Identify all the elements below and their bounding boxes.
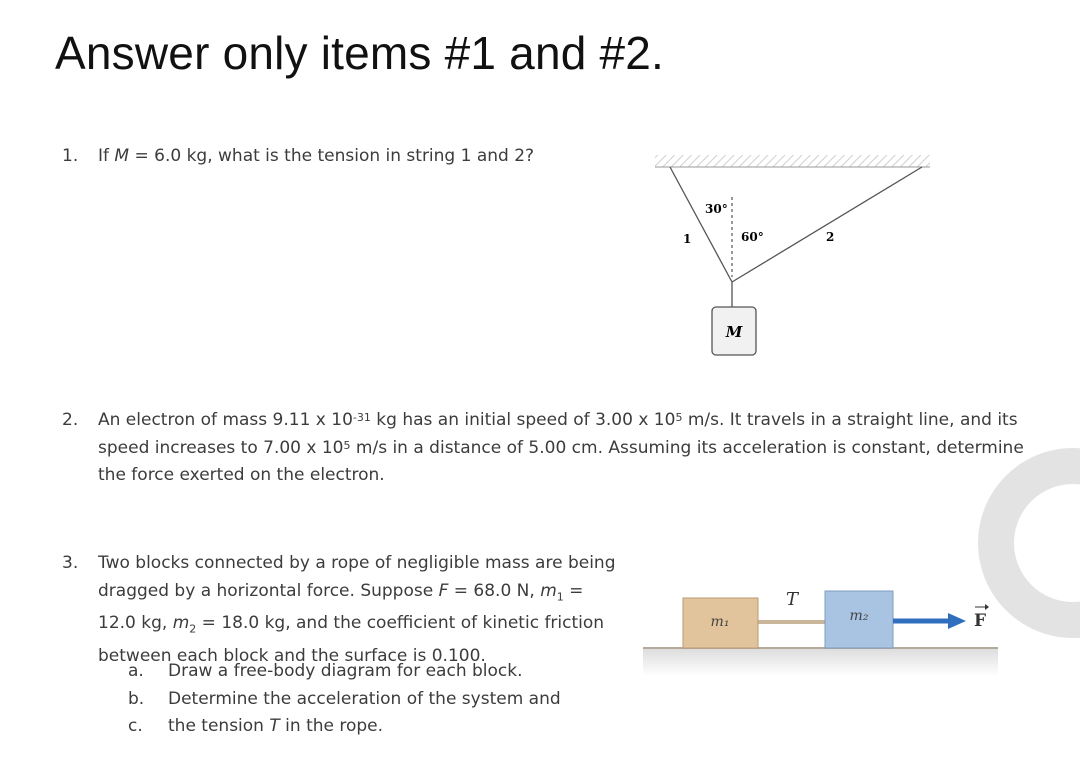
page-title: Answer only items #1 and #2. xyxy=(55,27,665,79)
string-1 xyxy=(670,167,732,282)
question-number: 2. xyxy=(62,410,79,430)
mass-label: M xyxy=(725,323,743,341)
block-m2-label: m₂ xyxy=(849,608,869,624)
angle-right-label: 60° xyxy=(741,230,764,244)
block-m1-label: m₁ xyxy=(710,614,730,630)
question-text: An electron of mass 9.11 x $10^{-31}$ kg has an initial speed of 3.00 x $10^5$ m/s. It travels in a straight line, and its speed increases to 7.00 x $10^5$ m/s in a distance of 5.00 cm. Assuming its acceleration is constant, determine the force exerted on the electron. xyxy=(98,410,1024,485)
q1-figure-hanging-mass xyxy=(650,145,950,360)
q3-figure-blocks xyxy=(640,578,1000,678)
force-arrow-head xyxy=(948,613,966,629)
question-number: 1. xyxy=(62,146,79,166)
force-label: F xyxy=(973,611,987,631)
string-2 xyxy=(732,167,922,282)
question-text: Two blocks connected by a rope of negligible mass are being dragged by a horizontal force. Suppose F = 68.0 N, $m_1 = 12.0$ kg, $m_2 = 18.0$ kg, and the coefficient of kinetic friction between each block and the surface is 0.100. xyxy=(98,553,616,667)
string-1-label: 1 xyxy=(683,232,692,246)
tension-label: T xyxy=(785,589,799,610)
question-number: 3. xyxy=(62,553,79,573)
question-text: If M = 6.0 kg, what is the tension in string 1 and 2? xyxy=(98,146,535,166)
string-2-label: 2 xyxy=(826,230,835,244)
ceiling xyxy=(655,155,930,167)
angle-left-label: 30° xyxy=(705,202,728,216)
floor-surface xyxy=(643,648,998,676)
